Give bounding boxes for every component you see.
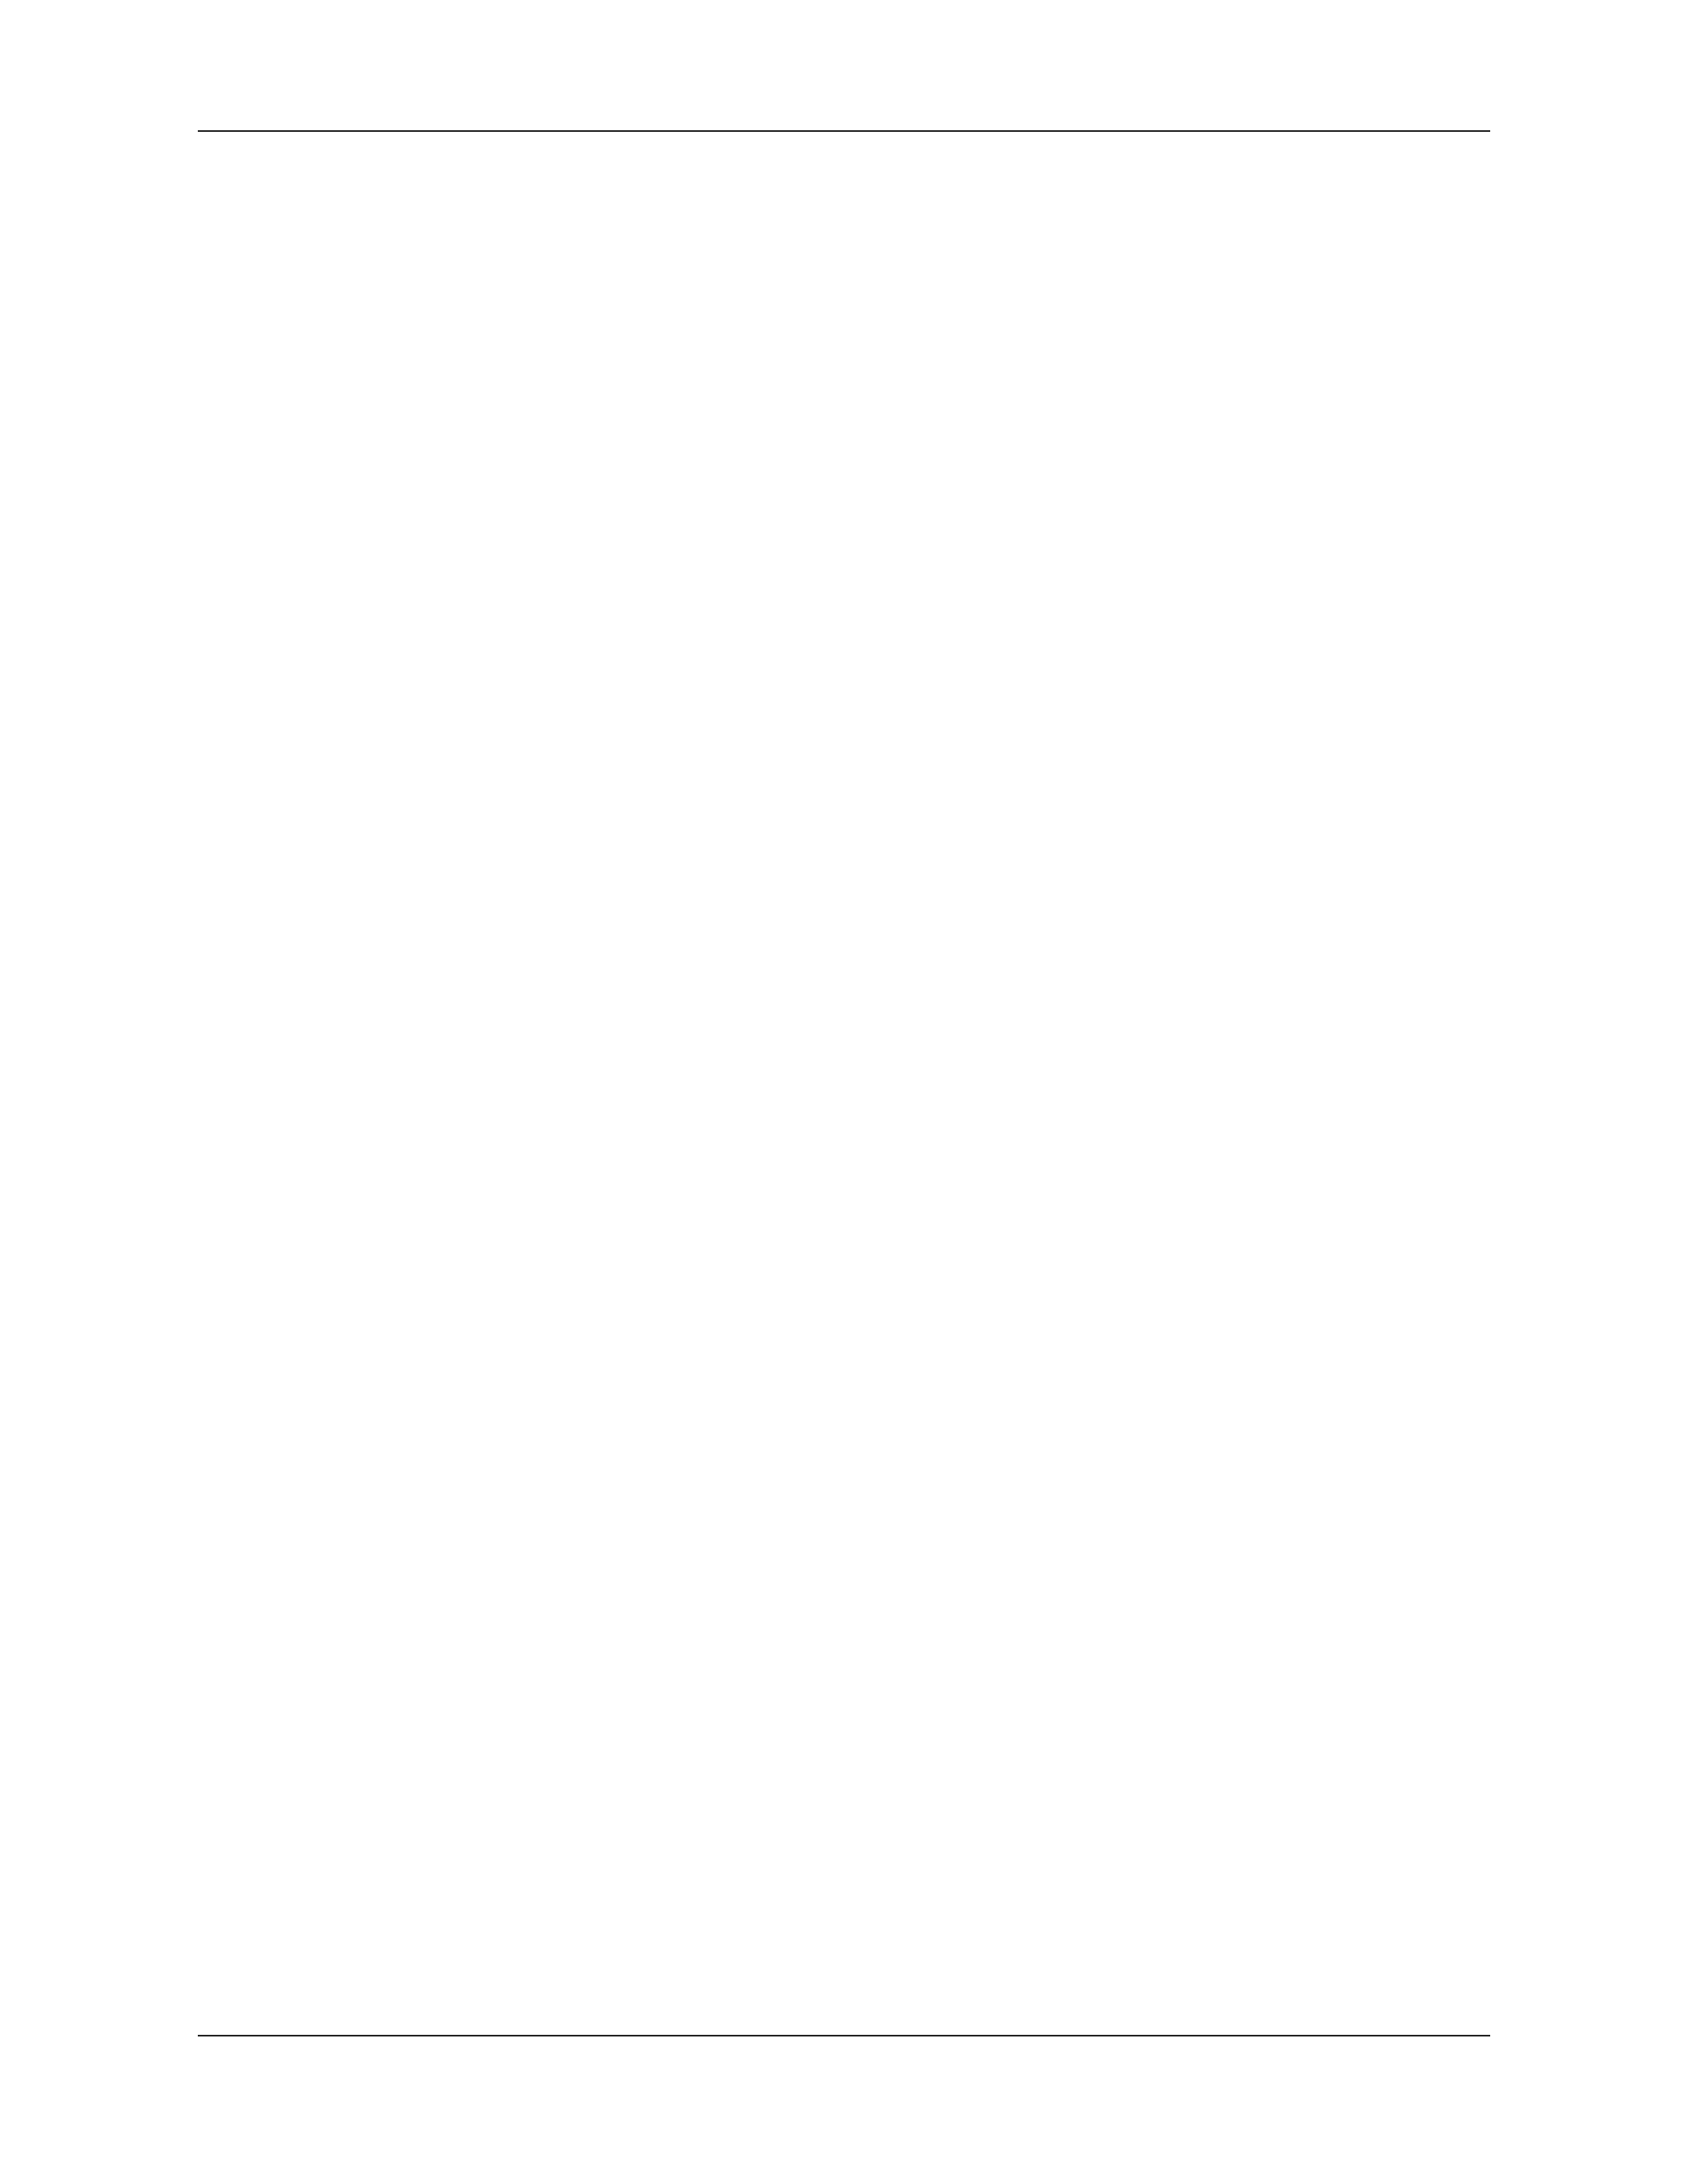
footer-divider (198, 2035, 1490, 2036)
header-divider (198, 130, 1490, 132)
